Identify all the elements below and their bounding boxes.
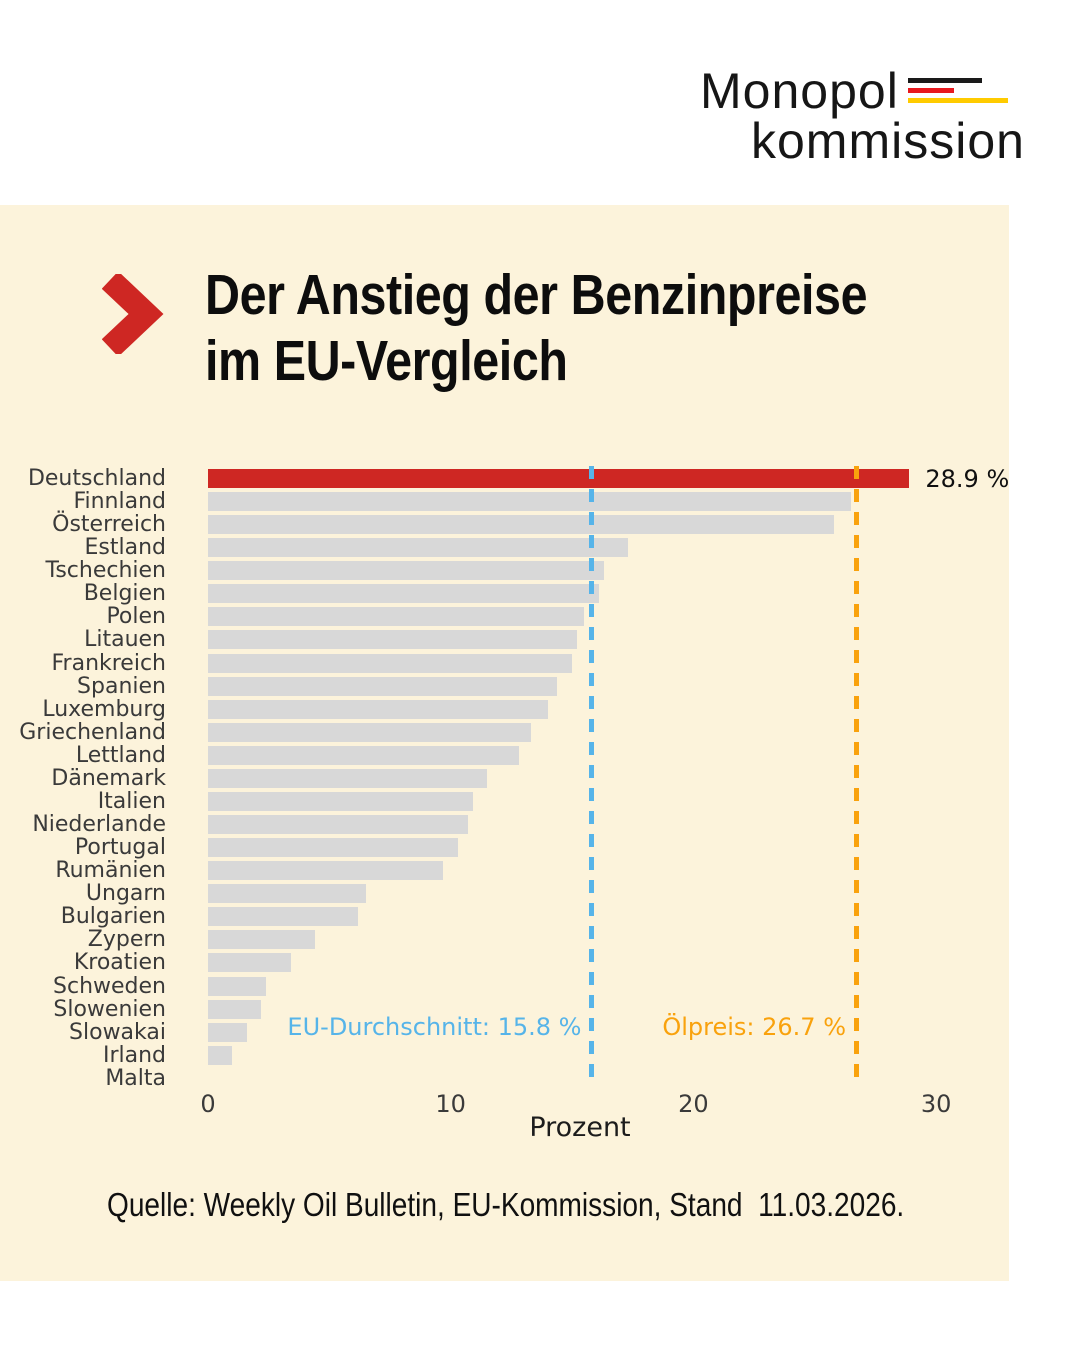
bar-rumänien: [208, 861, 443, 880]
x-axis-title: Prozent: [529, 1112, 631, 1143]
category-label: Lettland: [75, 742, 166, 768]
category-label: Portugal: [74, 835, 166, 861]
bar-spanien: [208, 677, 557, 696]
reference-line-label-eu-average: EU-Durchschnitt: 15.8 %: [287, 1013, 582, 1041]
category-label: Bulgarien: [60, 904, 166, 930]
bar-tschechien: [208, 561, 604, 580]
category-label: Niederlande: [32, 812, 166, 838]
bar-griechenland: [208, 723, 531, 742]
category-label: Slowakai: [69, 1019, 166, 1045]
category-label: Rumänien: [55, 858, 166, 884]
bar-schweden: [208, 977, 266, 996]
x-tick-label: 30: [920, 1090, 952, 1118]
x-tick-label: 20: [678, 1090, 709, 1118]
bar-luxemburg: [208, 700, 548, 719]
bar-polen: [208, 607, 584, 626]
category-label: Ungarn: [85, 881, 166, 907]
category-label: Kroatien: [73, 950, 166, 976]
category-label: Dänemark: [51, 765, 166, 791]
category-label: Italien: [97, 788, 166, 814]
category-label: Malta: [105, 1065, 166, 1091]
category-label: Schweden: [53, 973, 166, 999]
category-label: Slowenien: [53, 996, 166, 1022]
bar-dänemark: [208, 769, 487, 788]
reference-line-eu-average: [589, 466, 594, 1086]
bar-zypern: [208, 930, 315, 949]
category-label: Österreich: [52, 512, 166, 538]
category-label: Zypern: [87, 927, 166, 953]
category-label: Polen: [106, 604, 166, 630]
source-note: [107, 1186, 1045, 1224]
bar-litauen: [208, 630, 577, 649]
category-label: Griechenland: [19, 719, 166, 745]
category-label: Deutschland: [27, 466, 166, 491]
category-label: Belgien: [83, 581, 166, 607]
bar-bulgarien: [208, 907, 358, 926]
reference-line-oil-price: [854, 466, 859, 1086]
category-label: Litauen: [84, 627, 166, 653]
bar-value-label: 28.9 %: [925, 465, 1010, 493]
category-label: Irland: [102, 1042, 166, 1068]
bar-belgien: [208, 584, 599, 603]
category-label: Tschechien: [45, 558, 166, 584]
bar-österreich: [208, 515, 834, 534]
bar-frankreich: [208, 654, 572, 673]
bar-finnland: [208, 492, 851, 511]
bar-estland: [208, 538, 628, 557]
logo-text-kommission: kommission: [751, 113, 1025, 169]
x-tick-label: 0: [200, 1090, 216, 1118]
category-label: Frankreich: [51, 650, 166, 676]
bar-ungarn: [208, 884, 366, 903]
page-title-line2-text: im EU-Vergleich: [205, 329, 568, 393]
bar-italien: [208, 792, 473, 811]
bar-irland: [208, 1046, 232, 1065]
reference-line-label-oil-price: Ölpreis: 26.7 %: [662, 1013, 846, 1041]
x-tick-label: 10: [435, 1090, 466, 1118]
category-label: Estland: [84, 535, 166, 561]
bar-lettland: [208, 746, 519, 765]
bar-portugal: [208, 838, 458, 857]
bar-deutschland: [208, 469, 909, 488]
page-title-line1-text: Der Anstieg der Benzinpreise: [205, 263, 868, 327]
bar-niederlande: [208, 815, 468, 834]
bar-kroatien: [208, 953, 291, 972]
category-label: Spanien: [77, 673, 166, 699]
category-label: Luxemburg: [42, 696, 166, 722]
source-note-text: Quelle: Weekly Oil Bulletin, EU-Kommission, Stand 11.03.2026.: [107, 1186, 905, 1223]
logo-text-monopol: Monopol: [700, 63, 899, 119]
category-label: Finnland: [73, 489, 166, 515]
